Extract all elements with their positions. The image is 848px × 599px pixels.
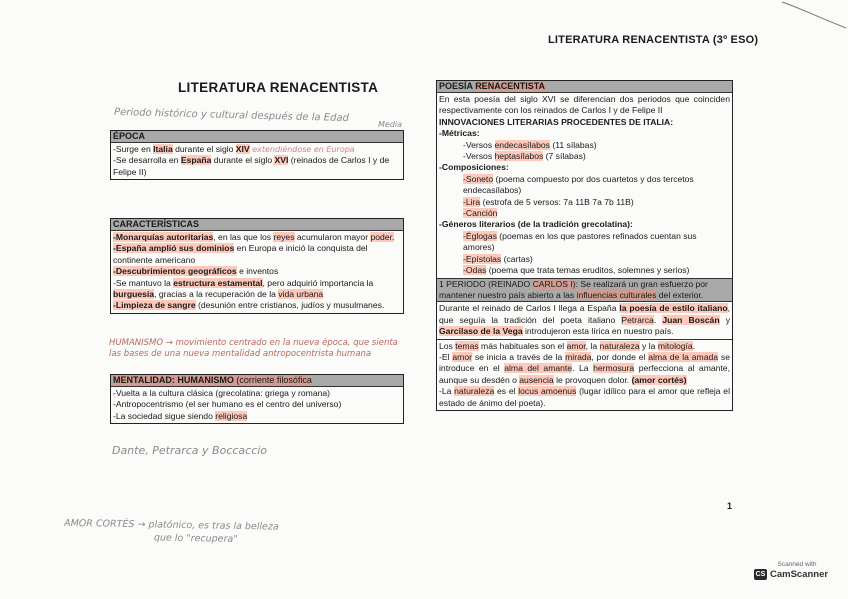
composicion-item: -Soneto (poema compuesto por dos cuartetos y dos tercetos endecasílabos): [463, 173, 694, 196]
metricas-heading: -Métricas:: [439, 128, 480, 139]
caracteristica-item: -Se mantuvo la estructura estamental, pero adquirió importancia la burguesía, gracias a la recuperación de la vida urbana: [113, 277, 374, 300]
camscanner-watermark: [754, 561, 840, 591]
handwritten-authors: Dante, Petrarca y Boccaccio: [112, 444, 268, 457]
caracteristicas-heading: CARACTERÍSTICAS: [111, 219, 403, 231]
handwritten-note-media: Media: [378, 120, 403, 129]
mentalidad-item: -Antropocentrismo (el ser humano es el centro del universo): [113, 399, 342, 410]
poesia-intro: En esta poesía del siglo XVI se diferencian dos periodos que coinciden respectivamente con los reinados de Carlos I y de Felipe II: [439, 94, 730, 116]
mentalidad-item: -La sociedad sigue siendo religiosa: [113, 410, 248, 421]
camscanner-brand: [754, 569, 840, 580]
poesia-heading: POESÍA RENACENTISTA: [437, 81, 732, 93]
naturaleza-line: -La naturaleza es el locus amoenus (lugar idílico para el amor que refleja el estado de ánimo del poeta).: [439, 386, 730, 408]
caracteristica-item: -España amplió sus dominios en Europa e inició la conquista del continente americano: [113, 243, 368, 265]
composiciones-heading: -Composiciones:: [439, 162, 509, 173]
periodo-heading: 1 PERIODO (REINADO CARLOS I): Se realizará un gran esfuerzo por mantener nuestro país abierto a las influencias culturales del exterior.: [437, 278, 732, 303]
mentalidad-item: -Vuelta a la cultura clásica (grecolatina: griega y romana): [113, 388, 331, 398]
innovaciones-heading: INNOVACIONES LITERARIAS PROCEDENTES DE ITALIA:: [439, 116, 674, 127]
generos-heading: -Géneros literarios (de la tradición grecolatina):: [439, 219, 633, 230]
metrica-item: -Versos endecasílabos (11 sílabas): [463, 139, 597, 150]
epoca-line-1: -Surge en Italia durante el siglo XIV extendiéndose en Europa: [113, 144, 355, 154]
handwritten-humanismo-note: HUMANISMO → movimiento centrado en la nueva época, que sienta las bases de una nueva mentalidad antropocentrista humana: [109, 338, 398, 359]
caracteristica-item: -Limpieza de sangre (desunión entre cristianos, judíos y musulmanes.: [113, 300, 385, 311]
temas-line: Los temas más habituales son el amor, la naturaleza y la mitología.: [439, 340, 696, 351]
mentalidad-body: [111, 387, 403, 423]
temas-body: [437, 340, 732, 410]
poesia-body: [437, 93, 732, 278]
handwritten-bottom-note: AMOR CORTÉS → platónico, es tras la belleza que lo "recupera": [64, 517, 279, 545]
epoca-heading: ÉPOCA: [111, 131, 403, 143]
handwritten-note-top: Periodo histórico y cultural después de la Edad: [113, 106, 350, 125]
amor-line: -El amor se inicia a través de la mirada, por donde el alma de la amada se introduce en el alma del amante. La hermosura perfecciona al amante, aunque su desdén o ausencia le provoquen dolor. (amor cortés): [439, 351, 731, 385]
composicion-item: -Canción: [463, 208, 498, 219]
caracteristica-item: -Monarquías autoritarias, en las que los reyes acumularon mayor poder.: [113, 232, 395, 242]
mentalidad-heading: MENTALIDAD: HUMANISMO (corriente filosófica: [111, 375, 403, 387]
scanned-with-label: Scanned with: [777, 561, 817, 568]
camscanner-logo-icon: CS: [755, 571, 766, 578]
caracteristica-item: -Descubrimientos geográficos e inventos: [113, 266, 279, 277]
metrica-item: -Versos heptasílabos (7 sílabas): [463, 151, 586, 162]
epoca-body: [111, 143, 403, 179]
camscanner-brand-name: CamScanner: [770, 569, 829, 580]
caracteristicas-body: [111, 231, 403, 313]
epoca-line-2: -Se desarrolla en España durante el siglo XVI (reinados de Carlos I y de Felipe II): [113, 155, 390, 177]
mentalidad-box: [110, 374, 404, 424]
genero-item: -Odas (poema que trata temas eruditos, solemnes y serios): [463, 265, 690, 276]
page-number: 1: [727, 501, 733, 511]
genero-item: -Églogas (poemas en los que pastores refinados cuentan sus amores): [463, 230, 697, 253]
document-header-title: LITERATURA RENACENTISTA (3º ESO): [548, 34, 759, 46]
genero-item: -Epístolas (cartas): [463, 253, 533, 264]
composicion-item: -Lira (estrofa de 5 versos: 7a 11B 7a 7b 11B): [463, 196, 634, 207]
corner-mark: [780, 0, 848, 30]
main-title: LITERATURA RENACENTISTA: [178, 80, 379, 95]
poesia-box: [436, 80, 733, 411]
periodo-body: Durante el reinado de Carlos I llega a España la poesía de estilo italiano, que seguía la tradición del poeta italiano Petrarca. Juan Boscán y Garcilaso de la Vega introdujeron esta lírica en nuestro país.: [437, 302, 732, 339]
caracteristicas-box: [110, 218, 404, 314]
epoca-box: [110, 130, 404, 180]
